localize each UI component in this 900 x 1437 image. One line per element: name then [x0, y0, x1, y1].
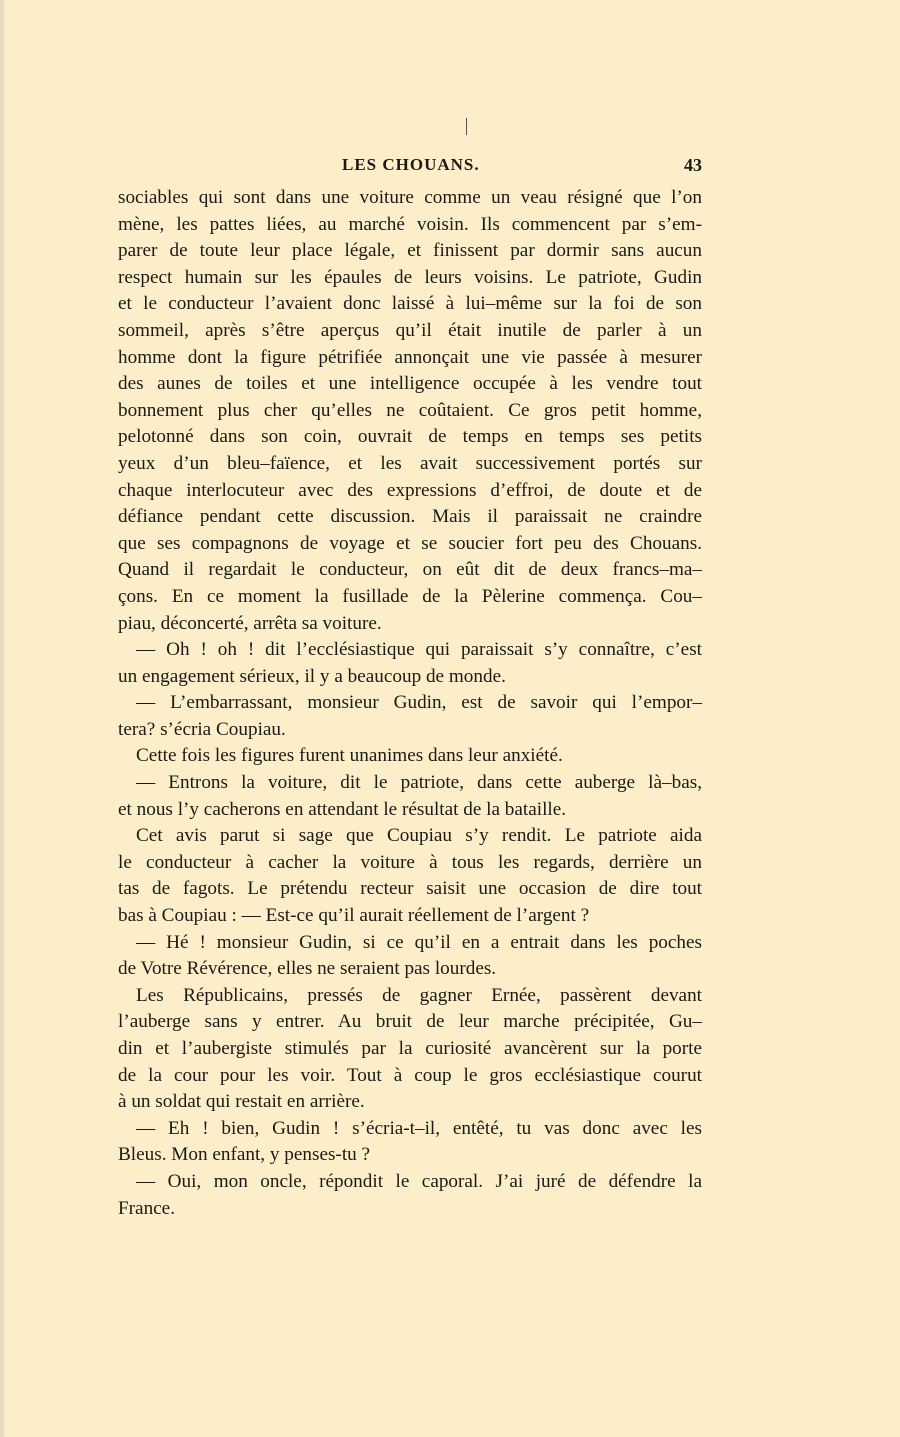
running-title: LES CHOUANS.	[342, 155, 480, 174]
text-line: Bleus. Mon enfant, y penses-tu ?	[118, 1144, 371, 1166]
text-line: — Oh ! oh ! dit l’ecclésiastique qui paraissait s’y connaître, c’est	[136, 639, 702, 661]
text-line: le conducteur à cacher la voiture à tous les regards, derrière un	[118, 851, 702, 873]
text-line: des aunes de toiles et une intelligence occupée à les vendre tout	[118, 373, 702, 395]
text-line: et le conducteur l’avaient donc laissé à lui–même sur la foi de son	[118, 293, 702, 315]
text-line: chaque interlocuteur avec des expressions d’effroi, de doute et de	[118, 479, 702, 501]
text-line: — Hé ! monsieur Gudin, si ce qu’il en a entrait dans les poches	[136, 931, 702, 953]
text-line: bonnement plus cher qu’elles ne coûtaient. Ce gros petit homme,	[118, 399, 702, 421]
text-line: bas à Coupiau : — Est-ce qu’il aurait réellement de l’argent ?	[118, 905, 590, 927]
text-line: sociables qui sont dans une voiture comme un veau résigné que l’on	[118, 187, 702, 208]
text-line: tera? s’écria Coupiau.	[118, 718, 286, 740]
text-line: défiance pendant cette discussion. Mais il paraissait ne craindre	[118, 506, 702, 528]
text-line: sommeil, après s’être aperçus qu’il était inutile de parler à un	[118, 319, 702, 341]
text-line: respect humain sur les épaules de leurs voisins. Le patriote, Gudin	[118, 266, 702, 288]
text-line: Les Républicains, pressés de gagner Ernée, passèrent devant	[136, 984, 702, 1006]
text-line: — Oui, mon oncle, répondit le caporal. J’ai juré de défendre la	[136, 1170, 702, 1192]
text-line: et nous l’y cacherons en attendant le résultat de la bataille.	[118, 798, 567, 820]
text-line: piau, déconcerté, arrêta sa voiture.	[118, 612, 382, 634]
text-line: homme dont la figure pétrifiée annonçait une vie passée à mesurer	[118, 346, 702, 368]
text-line: un engagement sérieux, il y a beaucoup de monde.	[118, 665, 506, 687]
text-line: à un soldat qui restait en arrière.	[118, 1091, 365, 1113]
page-number: 43	[684, 155, 702, 175]
text-line: mène, les pattes liées, au marché voisin. Ils commencent par s’em-	[118, 213, 702, 235]
text-line: çons. En ce moment la fusillade de la Pèlerine commença. Cou–	[118, 585, 702, 607]
text-line: — Entrons la voiture, dit le patriote, dans cette auberge là–bas,	[136, 772, 702, 794]
text-line: din et l’aubergiste stimulés par la curiosité avancèrent sur la porte	[118, 1038, 702, 1059]
text-line: — Eh ! bien, Gudin ! s’écria-t–il, entêté, tu vas donc avec les	[136, 1117, 702, 1139]
text-line: que ses compagnons de voyage et se soucier fort peu des Chouans.	[118, 532, 702, 554]
text-line: parer de toute leur place légale, et finissent par dormir sans aucun	[118, 240, 702, 262]
text-line: de Votre Révérence, elles ne seraient pas lourdes.	[118, 958, 497, 980]
text-line: pelotonné dans son coin, ouvrait de temps en temps ses petits	[118, 426, 702, 448]
text-line: de la cour pour les voir. Tout à coup le gros ecclésiastique courut	[118, 1064, 702, 1086]
body-text	[118, 185, 702, 1222]
text-line: Cet avis parut si sage que Coupiau s’y rendit. Le patriote aida	[136, 825, 702, 847]
text-line: — L’embarrassant, monsieur Gudin, est de savoir qui l’empor–	[136, 692, 702, 714]
text-line: France.	[118, 1197, 176, 1219]
text-line: l’auberge sans y entrer. Au bruit de leur marche précipitée, Gu–	[118, 1011, 702, 1033]
printer-mark	[466, 118, 467, 135]
text-line: Quand il regardait le conducteur, on eût dit de deux francs–ma–	[118, 559, 702, 581]
text-line: yeux d’un bleu–faïence, et les avait successivement portés sur	[118, 452, 702, 474]
text-line: Cette fois les figures furent unanimes dans leur anxiété.	[136, 745, 563, 767]
text-line: tas de fagots. Le prétendu recteur saisit une occasion de dire tout	[118, 878, 702, 900]
scan-left-edge	[0, 0, 4, 1437]
running-head	[118, 155, 702, 179]
